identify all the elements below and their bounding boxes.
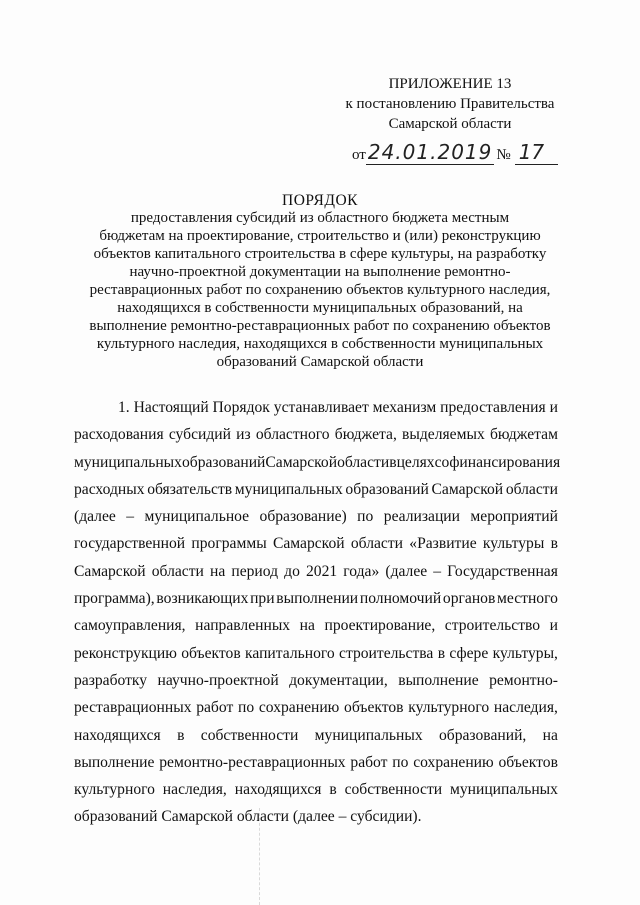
appendix-region: Самарской области (388, 116, 512, 132)
body-word: объектов (498, 753, 558, 771)
body-line (74, 421, 558, 448)
body-word: культуры, (492, 644, 558, 662)
body-word: работ (196, 699, 234, 717)
body-word: из (236, 426, 251, 444)
body-word: органов (442, 590, 496, 608)
body-word: при (250, 590, 275, 608)
body-word: на (299, 617, 315, 635)
subtitle-line: реставрационных работ по сохранению объектов культурного наследия, (89, 282, 551, 298)
handwritten-date: 24.01.2019 (367, 140, 493, 164)
body-word: объектов (344, 699, 404, 717)
document-subtitle (80, 209, 560, 371)
body-word: бюджетам (489, 426, 558, 444)
body-line (74, 776, 558, 803)
body-word: программы (191, 535, 267, 553)
body-word: и (549, 617, 558, 635)
subtitle-line: культурного наследия, находящихся в собственности муниципальных (96, 336, 544, 352)
body-word: реконструкцию (74, 644, 177, 662)
subtitle-line: предоставления субсидий из областного бюджета местным (130, 210, 510, 226)
body-word: области (505, 480, 558, 498)
body-word: реставрационных (74, 699, 192, 717)
body-word: софинансирования (434, 453, 561, 471)
body-word: муниципальных (74, 453, 182, 471)
body-word: период (231, 562, 279, 580)
body-word: по (238, 699, 255, 717)
subtitle-line: выполнение ремонтно-реставрационных работ по сохранению объектов (89, 318, 551, 334)
body-word: находящихся (234, 781, 322, 799)
body-word: выполнении (276, 590, 359, 608)
body-word: направленных (195, 617, 291, 635)
body-word: находящихся (74, 726, 161, 744)
body-word: самоуправления, (74, 617, 186, 635)
body-word: области (337, 453, 390, 471)
body-word: «Развитие (409, 535, 477, 553)
body-word: строительства (339, 644, 434, 662)
document-title: ПОРЯДОК (282, 192, 358, 209)
body-word: строительство (444, 617, 541, 635)
body-line (74, 449, 561, 476)
body-word: местного (497, 590, 558, 608)
body-word: программа), (74, 590, 155, 608)
body-word: – (126, 508, 135, 526)
body-line (74, 585, 558, 612)
body-word: областного (255, 426, 330, 444)
body-word: на (542, 726, 558, 744)
number-sign: № (496, 147, 511, 163)
body-word: в (177, 726, 185, 744)
body-word: – (433, 562, 442, 580)
body-word: Порядок (212, 399, 270, 416)
body-word: наследия, (493, 699, 558, 717)
page-fold-mark (259, 808, 260, 905)
body-word: Государственная (447, 562, 558, 580)
body-word: сохранению (258, 699, 340, 717)
body-word: собственности (200, 726, 299, 744)
body-word: выполнение (398, 671, 479, 689)
body-word: мероприятий (470, 508, 558, 526)
body-word: капитального (245, 644, 335, 662)
body-word: полномочий (359, 590, 442, 608)
paragraph-1 (74, 394, 561, 831)
body-word: разработку (74, 671, 148, 689)
subtitle-line: находящихся в собственности муниципальных образований, на (117, 300, 523, 316)
body-line (74, 530, 558, 557)
body-word: расходных (74, 480, 145, 498)
body-word: (далее (74, 508, 116, 526)
body-word: образований, (438, 726, 527, 744)
body-word: возникающих (156, 590, 249, 608)
body-word: в (329, 781, 337, 799)
body-line (74, 503, 558, 530)
subtitle-line: объектов капитального строительства в сфере культуры, на разработку (93, 246, 547, 262)
body-word: в (550, 535, 558, 553)
body-word: 2021 (305, 562, 338, 580)
body-word: образование) (259, 508, 347, 526)
body-word: выделяемых (402, 426, 485, 444)
body-word: Самарской (74, 562, 146, 580)
body-word: в (389, 453, 397, 471)
body-word: документации, (289, 671, 388, 689)
body-line (74, 667, 558, 694)
body-word: расходования (74, 426, 164, 444)
body-word: обязательств (147, 480, 233, 498)
body-word: до (284, 562, 300, 580)
body-word: культурного (74, 781, 155, 799)
body-line (74, 749, 558, 776)
body-line (74, 694, 558, 721)
body-word: области (350, 535, 404, 553)
body-word: Самарской (431, 480, 504, 498)
body-word: предоставления (440, 399, 546, 416)
body-line (74, 722, 558, 749)
appendix-header (330, 74, 570, 134)
body-word: 1. (118, 399, 130, 416)
appendix-title: ПРИЛОЖЕНИЕ 13 (388, 76, 512, 92)
body-word: реализации (383, 508, 460, 526)
body-line (74, 476, 558, 503)
body-word: муниципальных (234, 480, 343, 498)
appendix-reference: к постановлению Правительства (345, 96, 555, 112)
body-word: по (357, 508, 374, 526)
body-word: собственности (344, 781, 443, 799)
body-line (74, 640, 558, 667)
body-word: (далее (385, 562, 428, 580)
body-word: ремонтно-реставрационных (159, 753, 346, 771)
body-word: субсидий (168, 426, 231, 444)
subtitle-line: бюджетам на проектирование, строительство и (или) реконструкцию (99, 228, 541, 244)
body-word: образований (345, 480, 429, 498)
body-word: ремонтно- (489, 671, 558, 689)
body-word: и (549, 399, 558, 416)
body-word: сфере (449, 644, 489, 662)
date-prefix: от (352, 147, 366, 163)
body-word: выполнение (74, 753, 155, 771)
body-word: по (392, 753, 409, 771)
handwritten-number: 17 (515, 140, 558, 165)
body-word: на (209, 562, 226, 580)
body-word: целях (396, 453, 435, 471)
body-word: научно-проектной (157, 671, 279, 689)
subtitle-line: научно-проектной документации на выполнение ремонтно- (129, 264, 511, 280)
body-word: культурного (408, 699, 490, 717)
body-word: образований (181, 453, 266, 471)
body-word: культуры (482, 535, 545, 553)
body-word: работ (350, 753, 388, 771)
body-word: муниципальных (449, 781, 558, 799)
subtitle-line: образований Самарской области (216, 354, 424, 370)
body-word: образований Самарской области (далее – субсидии). (74, 808, 422, 826)
body-word: года» (343, 562, 380, 580)
body-word: области (151, 562, 204, 580)
body-word: наследия, (162, 781, 227, 799)
body-word: бюджета, (334, 426, 397, 444)
body-word: сохранению (413, 753, 494, 771)
body-line (74, 394, 558, 421)
body-word: механизм (372, 399, 437, 416)
body-word: Самарской (265, 453, 338, 471)
date-number-line (352, 140, 558, 164)
body-word: устанавливает (273, 399, 369, 416)
body-word: Настоящий (133, 399, 209, 416)
body-word: объектов (181, 644, 241, 662)
body-word: муниципальное (144, 508, 250, 526)
body-line (74, 558, 558, 585)
body-line (74, 803, 558, 830)
body-word: в (437, 644, 446, 662)
body-word: государственной (74, 535, 186, 553)
body-line (74, 612, 558, 639)
body-word: муниципальных (314, 726, 423, 744)
body-word: Самарской (272, 535, 345, 553)
body-word: проектирование, (324, 617, 436, 635)
